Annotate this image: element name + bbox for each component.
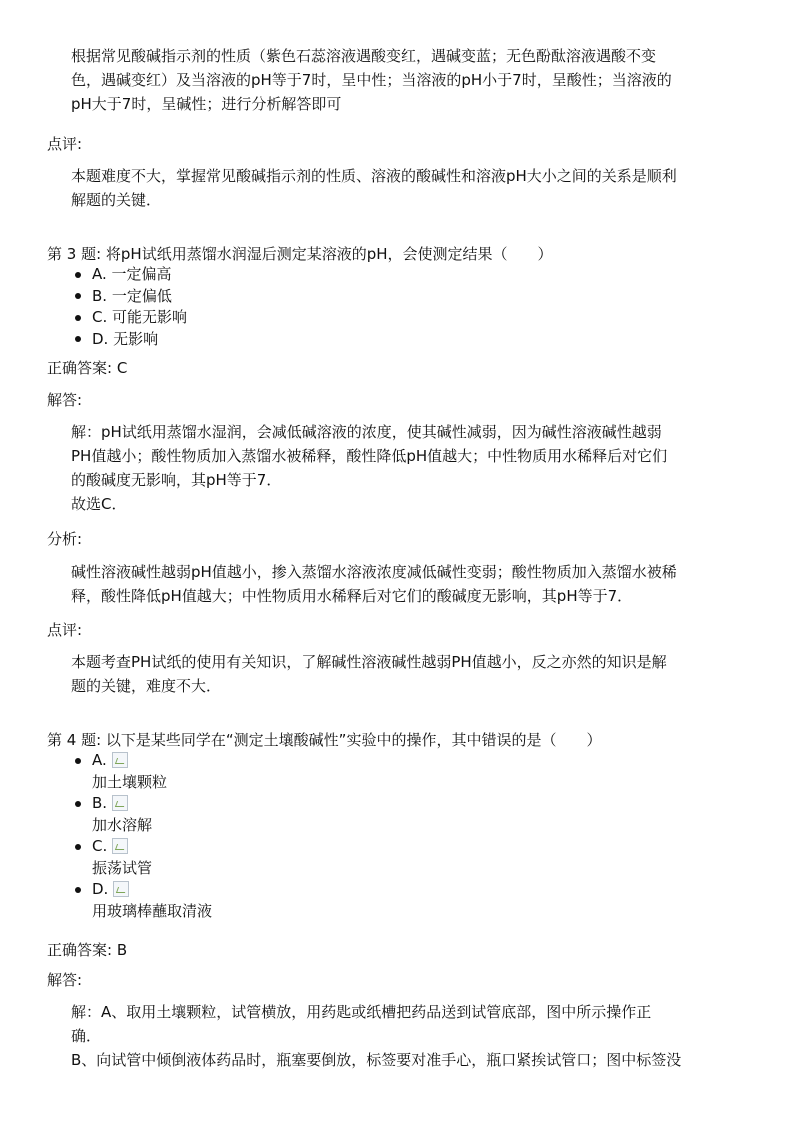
solution-text [47, 420, 760, 516]
comment-text [47, 650, 760, 698]
question-3-options [47, 264, 760, 350]
text-line: 题的关键，难度不大． [71, 677, 222, 695]
option-c [47, 836, 760, 879]
option-a [47, 750, 760, 793]
question-3-title: 第 3 题: 将pH试纸用蒸馏水润湿后测定某溶液的pH，会使测定结果（ ） [47, 245, 553, 263]
option-letter: A. [92, 751, 107, 769]
correct-answer: 正确答案: B [47, 941, 128, 959]
analysis-text [47, 560, 760, 608]
solution-label: 解答: [47, 971, 83, 989]
text-line: 解：pH试纸用蒸馏水湿润，会减低碱溶液的浓度，使其碱性减弱，因为碱性溶液碱性越弱 [71, 423, 662, 441]
text-line: 的酸碱度无影响，其pH等于7． [71, 471, 282, 489]
text-line: 确． [71, 1027, 102, 1045]
option-caption: 振荡试管 [92, 858, 153, 877]
text-line: PH值越小；酸性物质加入蒸馏水被稀释，酸性降低pH值越大；中性物质用水稀释后对它们 [71, 447, 668, 465]
text-line: pH大于7时，呈碱性；进行分析解答即可 [71, 95, 342, 113]
comment-label: 点评: [47, 621, 83, 639]
broken-image-icon [112, 795, 128, 811]
text-line: 释，酸性降低pH值越大；中性物质用水稀释后对它们的酸碱度无影响，其pH等于7． [71, 587, 633, 605]
comment-label: 点评: [47, 135, 83, 153]
broken-image-icon [113, 881, 129, 897]
option-letter: B. [92, 794, 108, 812]
solution-label: 解答: [47, 391, 83, 409]
text-line: 碱性溶液碱性越弱pH值越小，掺入蒸馏水溶液浓度减低碱性变弱；酸性物质加入蒸馏水被稀 [71, 563, 677, 581]
correct-answer: 正确答案: C [47, 359, 128, 377]
text-line: 解题的关键． [71, 191, 162, 209]
option-letter: C. [92, 837, 108, 855]
text-line: 解：A、取用土壤颗粒，试管横放，用药匙或纸槽把药品送到试管底部，图中所示操作正 [71, 1003, 652, 1021]
option-d: D. 无影响 [47, 329, 760, 351]
text-line: 本题考查PH试纸的使用有关知识，了解碱性溶液碱性越弱PH值越小，反之亦然的知识是解 [71, 653, 667, 671]
option-b: B. 一定偏低 [47, 286, 760, 308]
text-line: 本题难度不大，掌握常见酸碱指示剂的性质、溶液的酸碱性和溶液pH大小之间的关系是顺利 [71, 167, 677, 185]
comment-text [47, 164, 760, 212]
option-caption: 用玻璃棒蘸取清液 [92, 901, 213, 920]
question-4-options [47, 750, 760, 922]
option-a: A. 一定偏高 [47, 264, 760, 286]
broken-image-icon [112, 752, 128, 768]
option-d [47, 879, 760, 922]
solution-text [47, 1000, 760, 1072]
analysis-text [47, 44, 760, 116]
question-4-title: 第 4 题: 以下是某些同学在“测定土壤酸碱性”实验中的操作，其中错误的是（ ） [47, 731, 602, 749]
text-line: 根据常见酸碱指示剂的性质（紫色石蕊溶液遇酸变红，遇碱变蓝；无色酚酞溶液遇酸不变 [71, 47, 657, 65]
option-c: C. 可能无影响 [47, 307, 760, 329]
option-caption: 加土壤颗粒 [92, 772, 168, 791]
option-b [47, 793, 760, 836]
text-line: 故选C． [71, 495, 127, 513]
option-letter: D. [92, 880, 109, 898]
text-line: B、向试管中倾倒液体药品时，瓶塞要倒放，标签要对准手心，瓶口紧挨试管口；图中标签没 [71, 1051, 682, 1069]
text-line: 色，遇碱变红）及当溶液的pH等于7时，呈中性；当溶液的pH小于7时，呈酸性；当溶液的 [71, 71, 672, 89]
broken-image-icon [112, 838, 128, 854]
option-caption: 加水溶解 [92, 815, 153, 834]
analysis-label: 分析: [47, 530, 83, 548]
